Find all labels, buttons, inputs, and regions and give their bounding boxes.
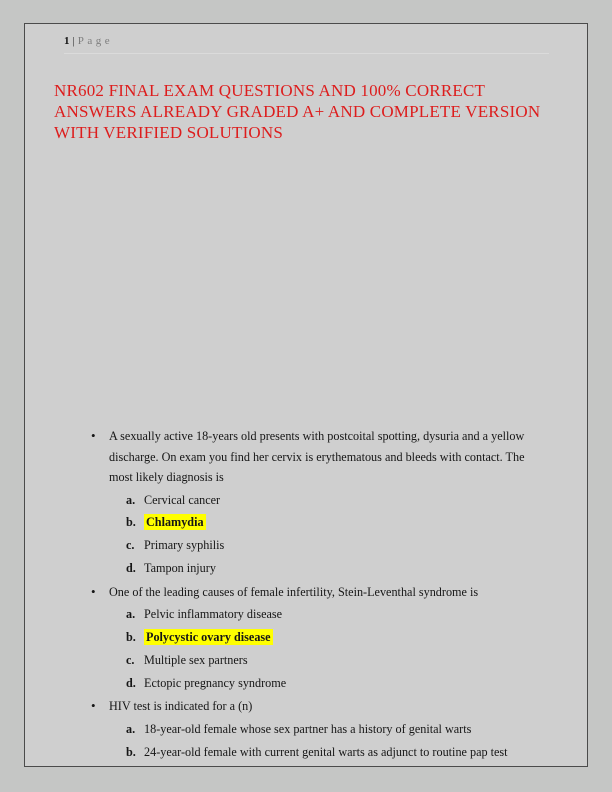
option-letter: b. xyxy=(126,629,136,644)
option-letter: c. xyxy=(126,538,135,553)
question-text: HIV test is indicated for a (n) xyxy=(109,699,253,714)
question-item xyxy=(25,696,587,763)
bullet-icon: • xyxy=(91,698,96,714)
option-letter: b. xyxy=(126,515,136,530)
option-letter: d. xyxy=(126,560,136,575)
question-text: A sexually active 18-years old presents with postcoital spotting, dysuria and a yellow discharge. On exam you find her cervix is erythematous and bleeds with contact. The most likely diagnosis is xyxy=(109,429,525,484)
option-letter: a. xyxy=(126,492,136,507)
option-letter: a. xyxy=(126,721,136,736)
bullet-icon: • xyxy=(91,428,96,443)
answer-option xyxy=(109,741,545,764)
answer-option xyxy=(109,672,545,695)
bullet-icon: • xyxy=(91,583,96,599)
page-number: 1 xyxy=(64,35,70,47)
answer-option xyxy=(109,511,545,534)
option-letter: a. xyxy=(126,607,136,622)
option-text: Tampon injury xyxy=(144,560,216,575)
answer-option xyxy=(109,489,545,512)
header-separator: | xyxy=(72,35,75,47)
option-text: Multiple sex partners xyxy=(144,652,248,667)
option-text: 18-year-old female whose sex partner has a history of genital warts xyxy=(144,721,472,736)
option-letter: d. xyxy=(126,675,136,690)
answer-option xyxy=(109,626,545,649)
question-text: One of the leading causes of female infertility, Stein-Leventhal syndrome is xyxy=(109,584,479,599)
answer-option xyxy=(109,718,545,741)
option-text: 24-year-old female with current genital warts as adjunct to routine pap test xyxy=(144,744,508,759)
answer-option xyxy=(109,649,545,672)
option-text: Primary syphilis xyxy=(144,538,225,553)
highlighted-answer: Chlamydia xyxy=(146,515,204,530)
page-header-label: Page xyxy=(77,35,114,47)
document-title: NR602 FINAL EXAM QUESTIONS AND 100% CORRECT ANSWERS ALREADY GRADED A+ AND COMPLETE VERSION WITH VERIFIED SOLUTIONS xyxy=(54,81,541,142)
option-text: Cervical cancer xyxy=(144,492,221,507)
option-text: Ectopic pregnancy syndrome xyxy=(144,675,287,690)
answer-options xyxy=(109,489,545,580)
highlighted-answer: Polycystic ovary disease xyxy=(146,629,271,644)
page-header xyxy=(64,35,549,54)
option-text: Pelvic inflammatory disease xyxy=(144,607,283,622)
answer-options xyxy=(109,718,545,764)
option-letter: c. xyxy=(126,652,135,667)
document-page xyxy=(24,23,588,767)
questions-list xyxy=(25,426,587,763)
question-item xyxy=(25,426,587,580)
answer-option xyxy=(109,534,545,557)
answer-option xyxy=(109,603,545,626)
option-letter: b. xyxy=(126,744,136,759)
question-item xyxy=(25,582,587,695)
answer-options xyxy=(109,603,545,694)
answer-option xyxy=(109,557,545,580)
